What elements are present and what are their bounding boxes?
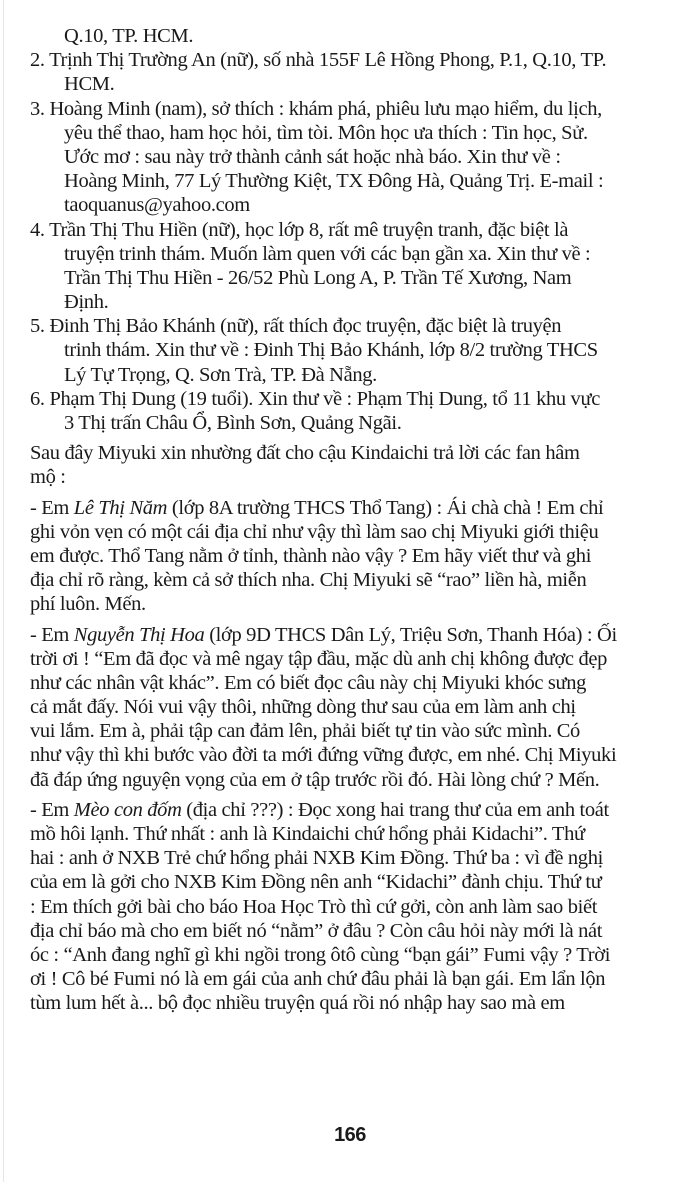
scan-edge: [3, 0, 4, 1182]
page-body: [30, 24, 670, 1016]
list-item-4: 4. Trần Thị Thu Hiền (nữ), học lớp 8, rất mê truyện tranh, đặc biệt là truyện trinh thám. Muốn làm quen với các bạn gần xa. Xin thư về : Trần Thị Thu Hiền - 26/52 Phù Long A, P. Trần Tế Xương, Nam Định.: [30, 218, 591, 314]
list-item-3: 3. Hoàng Minh (nam), sở thích : khám phá, phiêu lưu mạo hiểm, du lịch, yêu thể thao, ham học hỏi, tìm tòi. Môn học ưa thích : Tin học, Sử. Ước mơ : sau này trở thành cảnh sát hoặc nhà báo. Xin thư về : Hoàng Minh, 77 Lý Thường Kiệt, TX Đông Hà, Quảng Trị. E-mail : taoquanus@yahoo.com: [30, 97, 670, 218]
reader-name: Nguyễn Thị Hoa: [73, 623, 205, 646]
intro-paragraph: Sau đây Miyuki xin nhường đất cho cậu Kindaichi trả lời các fan hâm mộ :: [30, 442, 580, 489]
email-text: taoquanus@yahoo.com: [64, 194, 250, 217]
reply-nguyen-thi-hoa: - Em Nguyễn Thị Hoa (lớp 9D THCS Dân Lý, Triệu Sơn, Thanh Hóa) : Ối trời ơi ! “Em đã đọc và mê ngay tập đầu, mặc dù anh chị không được đẹp như các nhân vật khác”. Em có biết đọc câu này chị Miyuki khóc sưng cả mắt đấy. Nói vui vậy thôi, những dòng thư sau của em làm anh chị vui lắm. Em à, phải tập can đảm lên, phải biết tự tin vào sức mình. Có như vậy thì khi bước vào đời ta mới đứng vững được, em nhé. Chị Miyuki đã đáp ứng nguyện vọng của em ở tập trước rồi đó. Hài lòng chứ ? Mến.: [30, 623, 617, 791]
reader-name: Mèo con đốm: [73, 798, 182, 821]
list-item-6: 6. Phạm Thị Dung (19 tuổi). Xin thư về : Phạm Thị Dung, tổ 11 khu vực 3 Thị trấn Châu Ổ, Bình Sơn, Quảng Ngãi.: [30, 387, 600, 434]
list-item-2: 2. Trịnh Thị Trường An (nữ), số nhà 155F Lê Hồng Phong, P.1, Q.10, TP. HCM.: [30, 49, 607, 96]
list-item-continuation: Q.10, TP. HCM.: [64, 25, 194, 47]
reply-meo-con-dom: - Em Mèo con đốm (địa chỉ ???) : Đọc xong hai trang thư của em anh toát mồ hôi lạnh. Thứ nhất : anh là Kindaichi chứ hổng phải Kidachi”. Thứ hai : anh ở NXB Trẻ chứ hổng phải NXB Kim Đồng. Thứ ba : vì đề nghị của em là gởi cho NXB Kim Đồng nên anh “Kidachi” đành chịu. Thứ tư : Em thích gởi bài cho báo Hoa Học Trò thì cứ gởi, còn anh làm sao biết địa chỉ báo mà cho em biết nó “nằm” ở đâu ? Còn câu hỏi này mới là nát óc : “Anh đang nghĩ gì khi ngồi trong ôtô cùng “bạn gái” Fumi vậy ? Trời ơi ! Cô bé Fumi nó là em gái của anh chứ đâu phải là bạn gái. Em lẩn lộn tùm lum hết à... bộ đọc nhiều truyện quá rồi nó nhập hay sao mà em: [30, 798, 611, 1015]
list-item-5: 5. Đinh Thị Bảo Khánh (nữ), rất thích đọc truyện, đặc biệt là truyện trinh thám. Xin thư về : Đinh Thị Bảo Khánh, lớp 8/2 trường THCS Lý Tự Trọng, Q. Sơn Trà, TP. Đà Nẵng.: [30, 315, 598, 386]
reply-le-thi-nam: - Em Lê Thị Năm (lớp 8A trường THCS Thổ Tang) : Ái chà chà ! Em chỉ ghi vỏn vẹn có một cái địa chỉ như vậy thì làm sao chị Miyuki giới thiệu em được. Thổ Tang nằm ở tỉnh, thành nào vậy ? Em hãy viết thư và ghi địa chỉ rõ ràng, kèm cả sở thích nha. Chị Miyuki sẽ “rao” liền hà, miễn phí luôn. Mến.: [30, 496, 604, 616]
page-number: 166: [334, 1124, 366, 1146]
contact-list: [30, 24, 670, 435]
reader-name: Lê Thị Năm: [73, 496, 168, 519]
